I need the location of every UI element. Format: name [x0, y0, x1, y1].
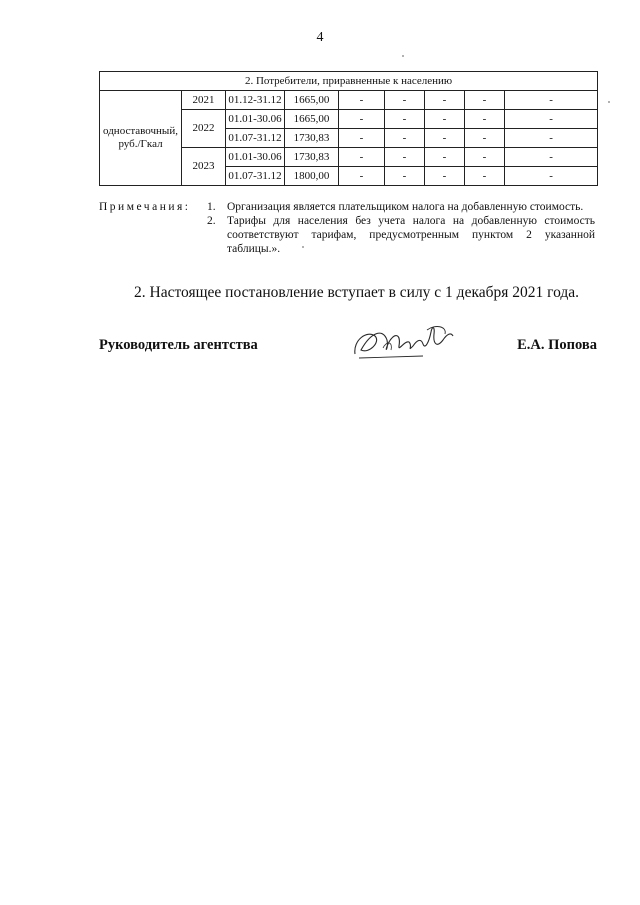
notes-label: Примечания:	[99, 201, 191, 213]
value-cell: 1665,00	[285, 91, 339, 110]
handwritten-signature	[349, 320, 459, 365]
period-cell: 01.01-30.06	[226, 110, 285, 129]
year-cell: 2022	[182, 110, 226, 148]
dash-cell: -	[505, 167, 598, 186]
value-cell: 1730,83	[285, 148, 339, 167]
signature-block	[99, 320, 597, 370]
dash-cell: -	[339, 110, 385, 129]
year-cell: 2023	[182, 148, 226, 186]
section-header: 2. Потребители, приравненные к населению	[100, 72, 598, 91]
effective-date-paragraph: 2. Настоящее постановление вступает в силу с 1 декабря 2021 года.	[134, 284, 580, 301]
dash-cell: -	[339, 148, 385, 167]
tariff-table	[99, 71, 598, 186]
period-cell: 01.07-31.12	[226, 167, 285, 186]
dash-cell: -	[425, 110, 465, 129]
dash-cell: -	[465, 110, 505, 129]
note-text: Организация является плательщиком налога на добавленную стоимость.	[227, 201, 584, 213]
dash-cell: -	[505, 148, 598, 167]
dash-cell: -	[505, 129, 598, 148]
dash-cell: -	[385, 148, 425, 167]
dash-cell: -	[425, 91, 465, 110]
dash-cell: -	[425, 148, 465, 167]
note-text: Тарифы для населения без учета налога на добавленную стоимость соответствуют тарифам, предусмотренным пунктом 2 указанной таблицы.».	[227, 215, 595, 255]
value-cell: 1665,00	[285, 110, 339, 129]
dash-cell: -	[339, 129, 385, 148]
tariff-type-line2: руб./Гкал	[118, 138, 163, 150]
scan-speck	[302, 246, 304, 248]
dash-cell: -	[465, 91, 505, 110]
scan-speck	[608, 101, 610, 103]
year-cell: 2021	[182, 91, 226, 110]
note-number: 1.	[207, 201, 216, 213]
page-number: 4	[316, 30, 324, 45]
dash-cell: -	[385, 91, 425, 110]
dash-cell: -	[505, 110, 598, 129]
value-cell: 1800,00	[285, 167, 339, 186]
note-item	[207, 200, 595, 214]
tariff-type-cell	[100, 91, 182, 186]
period-cell: 01.01-30.06	[226, 148, 285, 167]
tariff-type-line1: одноставочный,	[103, 125, 178, 138]
dash-cell: -	[465, 129, 505, 148]
dash-cell: -	[385, 110, 425, 129]
dash-cell: -	[505, 91, 598, 110]
scan-speck	[402, 55, 404, 57]
note-item	[207, 214, 595, 256]
table-row	[100, 91, 598, 110]
dash-cell: -	[425, 129, 465, 148]
dash-cell: -	[425, 167, 465, 186]
value-cell: 1730,83	[285, 129, 339, 148]
period-cell: 01.07-31.12	[226, 129, 285, 148]
signatory-title: Руководитель агентства	[99, 337, 258, 353]
dash-cell: -	[339, 91, 385, 110]
dash-cell: -	[385, 167, 425, 186]
signatory-name: Е.А. Попова	[517, 337, 597, 353]
period-cell: 01.12-31.12	[226, 91, 285, 110]
note-number: 2.	[207, 215, 216, 227]
dash-cell: -	[465, 167, 505, 186]
dash-cell: -	[465, 148, 505, 167]
dash-cell: -	[339, 167, 385, 186]
notes-list	[207, 200, 595, 256]
dash-cell: -	[385, 129, 425, 148]
